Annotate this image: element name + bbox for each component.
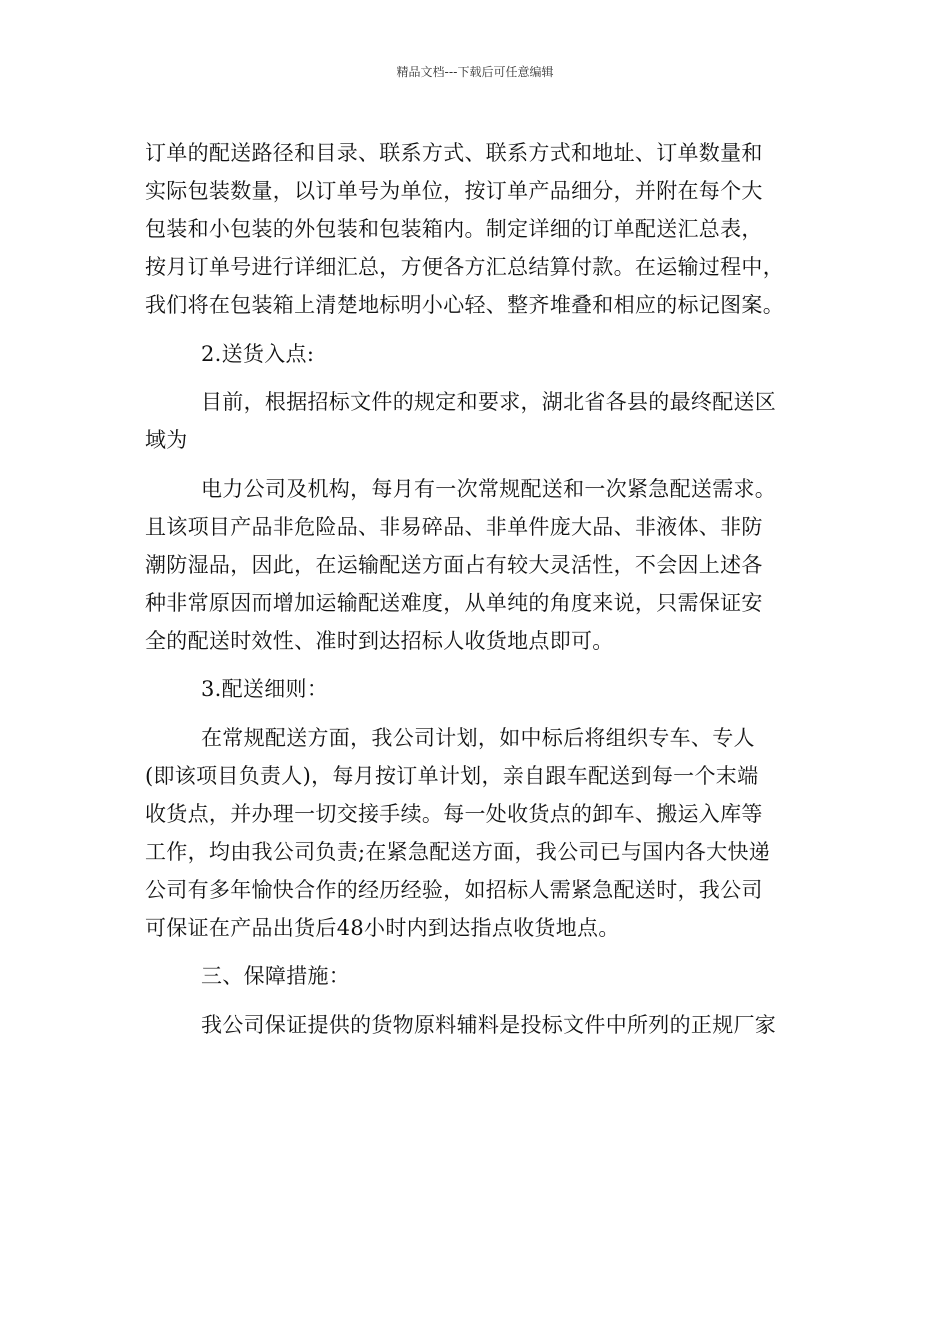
text-line: 全的配送时效性、准时到达招标人收货地点即可。	[145, 628, 614, 653]
text-line: 工作，均由我公司负责;在紧急配送方面，我公司已与国内各大快递	[145, 839, 771, 864]
paragraph	[145, 383, 830, 459]
paragraph	[145, 1006, 830, 1044]
text-line: 收货点，并办理一切交接手续。每一处收货点的卸车、搬运入库等	[145, 801, 763, 826]
text-line: 订单的配送路径和目录、联系方式、联系方式和地址、订单数量和	[145, 141, 763, 165]
text-line: 电力公司及机构，每月有一次常规配送和一次紧急配送需求。	[201, 476, 777, 501]
text-line: 2.送货入点:	[201, 341, 315, 366]
text-line: 可保证在产品出货后48小时内到达指点收货地点。	[145, 915, 620, 940]
text-line: 实际包装数量，以订单号为单位，按订单产品细分，并附在每个大	[145, 179, 763, 203]
text-line: 我们将在包装箱上清楚地标明小心轻、整齐堆叠和相应的标记图案。	[145, 293, 784, 317]
document-body	[145, 134, 830, 1054]
paragraph	[145, 335, 830, 373]
text-line: 我公司保证提供的货物原料辅料是投标文件中所列的正规厂家	[201, 1012, 777, 1037]
text-line: 在常规配送方面，我公司计划，如中标后将组织专车、专人	[201, 725, 755, 750]
text-line: 按月订单号进行详细汇总，方便各方汇总结算付款。在运输过程中，	[145, 255, 784, 279]
page-header: 精品文档---下载后可任意编辑	[396, 65, 554, 79]
text-line: 目前，根据招标文件的规定和要求，湖北省各县的最终配送区	[201, 390, 777, 414]
text-line: (即该项目负责人)，每月按订单计划，亲自跟车配送到每一个末端	[145, 763, 759, 788]
text-line: 公司有多年愉快合作的经历经验，如招标人需紧急配送时，我公司	[145, 877, 763, 902]
paragraph	[145, 957, 830, 995]
paragraph	[145, 670, 830, 708]
text-line: 域为	[145, 428, 188, 452]
text-line: 且该项目产品非危险品、非易碎品、非单件庞大品、非液体、非防	[145, 514, 763, 539]
paragraph	[145, 719, 830, 947]
text-line: 种非常原因而增加运输配送难度，从单纯的角度来说，只需保证安	[145, 590, 763, 615]
text-line: 三、保障措施：	[201, 964, 351, 988]
paragraph	[145, 470, 830, 660]
text-line: 潮防湿品，因此，在运输配送方面占有较大灵活性，不会因上述各	[145, 552, 763, 577]
paragraph	[145, 134, 830, 324]
text-line: 包装和小包装的外包装和包装箱内。制定详细的订单配送汇总表，	[145, 217, 763, 241]
text-line: 3.配送细则：	[201, 677, 329, 701]
